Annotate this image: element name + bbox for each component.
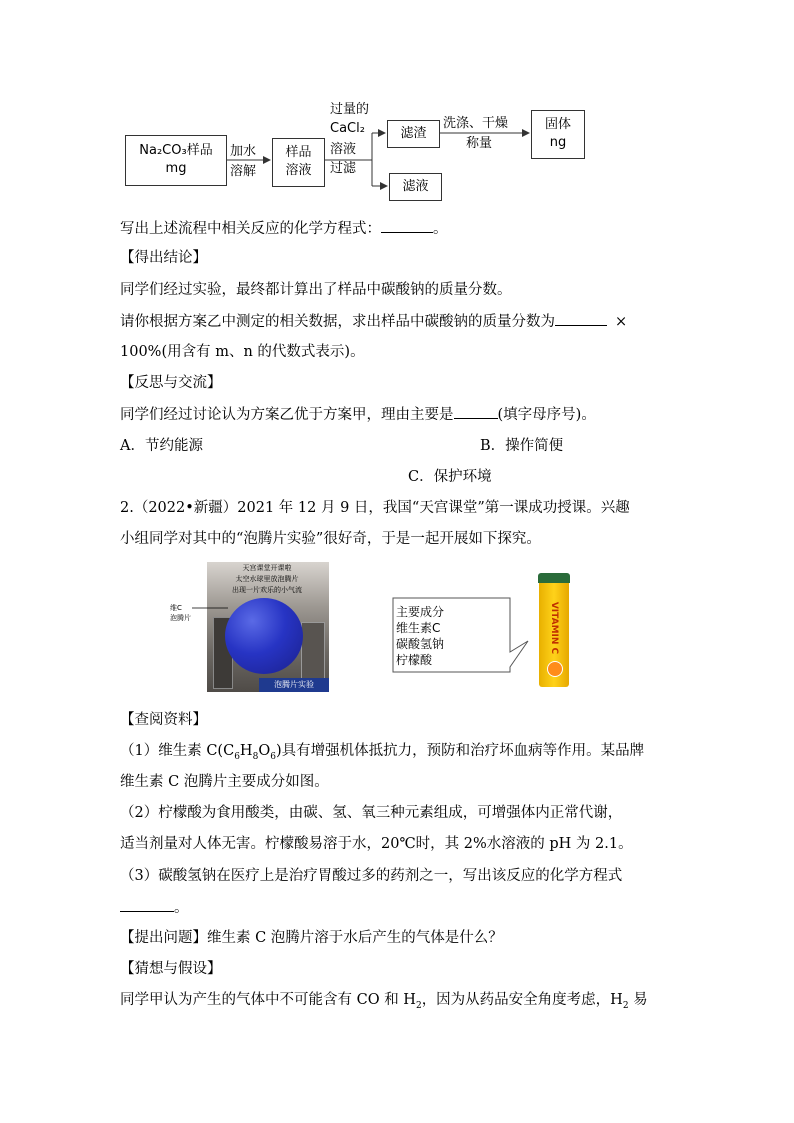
- flow-residue-label: 滤渣: [400, 126, 427, 141]
- conclusion-line-2: [120, 311, 627, 332]
- research-1-text-b: H: [239, 743, 253, 759]
- reflect-line-1: [120, 404, 596, 425]
- orange-slice-icon: [547, 661, 563, 677]
- window-frame-right: [301, 622, 325, 684]
- answer-blank[interactable]: [381, 218, 433, 233]
- heading-question: 【提出问题】维生素 C 泡腾片溶于水后产生的气体是什么？: [120, 930, 503, 946]
- tube-text: VITAMIN C: [549, 601, 559, 655]
- guess-text-a: 同学甲认为产生的气体中不可能含有 CO 和 H: [120, 992, 416, 1008]
- answer-blank[interactable]: [555, 311, 607, 326]
- flow-step1-bottom: 溶解: [230, 164, 257, 179]
- flow-reagent-4: 过滤: [330, 161, 357, 176]
- reflect-line-1-text: 同学们经过讨论认为方案乙优于方案甲，理由主要是: [120, 407, 454, 423]
- heading-conclusion: 【得出结论】: [120, 250, 207, 266]
- guess-text-c: 易: [628, 992, 648, 1008]
- flow-solid-bottom: ng: [549, 135, 567, 150]
- vitamin-tube-image: [538, 573, 570, 689]
- bubble-line-4: 柠檬酸: [396, 653, 433, 667]
- question-equation-text: 写出上述流程中相关反应的化学方程式：: [120, 221, 381, 237]
- heading-guess: 【猜想与假设】: [120, 961, 222, 977]
- research-1-text-a: （1）维生素 C(C: [120, 743, 235, 759]
- option-b: B．操作简便: [480, 438, 564, 454]
- research-2-line-1: （2）柠檬酸为食用酸类，由碳、氢、氧三种元素组成，可增强体内正常代谢，: [120, 805, 623, 821]
- option-a: A．节约能源: [120, 438, 203, 454]
- flow-weigh-label: 称量: [466, 136, 493, 151]
- guess-text-b: ，因为从药品安全角度考虑，H: [421, 992, 623, 1008]
- bubble-line-1: 主要成分: [396, 605, 445, 619]
- option-c: C．保护环境: [408, 469, 492, 485]
- reflect-line-1-end: (填字母序号)。: [497, 407, 596, 423]
- caption-line-2: 太空水球里放泡腾片: [235, 575, 299, 583]
- flow-sample-label: Na₂CO₃样品: [139, 143, 213, 158]
- sub-2: 2: [415, 1000, 422, 1011]
- pointer-line: [190, 604, 230, 616]
- sub-8: 8: [252, 751, 259, 762]
- question-equation-end: 。: [433, 221, 448, 237]
- side-label-2: 泡腾片: [170, 614, 191, 622]
- conclusion-line-2-end: ×: [615, 314, 628, 330]
- sub-2b: 2: [622, 1000, 629, 1011]
- research-1-line-2: 维生素 C 泡腾片主要成分如图。: [120, 774, 329, 790]
- photo-label-bar: 泡腾片实验: [259, 678, 329, 692]
- bubble-line-3: 碳酸氢钠: [396, 637, 445, 651]
- flow-wash-label: 洗涤、干燥: [443, 116, 509, 131]
- research-3-line-1: （3）碳酸氢钠在医疗上是治疗胃酸过多的药剂之一，写出该反应的化学方程式: [120, 868, 623, 884]
- sub-6: 6: [234, 751, 240, 762]
- water-ball-image: [225, 598, 303, 674]
- question-equation: [120, 218, 448, 239]
- side-label-1: 维C: [170, 604, 182, 612]
- research-3-line-2: [120, 897, 189, 918]
- answer-blank[interactable]: [120, 897, 174, 912]
- heading-reflect: 【反思与交流】: [120, 375, 222, 391]
- caption-line-1: 天宫课堂开课啦: [242, 564, 292, 572]
- heading-research: 【查阅资料】: [120, 712, 207, 728]
- conclusion-line-1: 同学们经过实验，最终都计算出了样品中碳酸钠的质量分数。: [120, 282, 512, 298]
- caption-line-3: 出现一片欢乐的小气流: [232, 586, 302, 594]
- flow-reagent-2: CaCl₂: [330, 121, 365, 136]
- research-1-text-c: O: [258, 743, 271, 759]
- flow-solid-top: 固体: [544, 117, 571, 132]
- conclusion-line-2-text: 请你根据方案乙中测定的相关数据，求出样品中碳酸钠的质量分数为: [120, 314, 555, 330]
- flow-reagent-3: 溶液: [330, 142, 357, 157]
- guess-line-1: [120, 990, 648, 1016]
- flow-reagent-1: 过量的: [330, 102, 370, 117]
- research-1-text-d: )具有增强机体抵抗力，预防和治疗坏血病等作用。某品牌: [275, 743, 645, 759]
- q2-line-2: 小组同学对其中的“泡腾片实验”很好奇，于是一起开展如下探究。: [120, 531, 541, 547]
- research-2-line-2: 适当剂量对人体无害。柠檬酸易溶于水，20℃时，其 2%水溶液的 pH 为 2.1。: [120, 836, 633, 852]
- flow-filtrate-label: 滤液: [402, 179, 429, 194]
- flow-solution-bottom: 溶液: [285, 163, 312, 178]
- bubble-line-2: 维生素C: [396, 621, 441, 635]
- sub-6b: 6: [270, 751, 276, 762]
- flow-solution-top: 样品: [285, 145, 312, 160]
- flow-sample-mass: mg: [165, 161, 187, 176]
- flow-step1-top: 加水: [230, 144, 257, 159]
- flow-arrows: [0, 0, 794, 220]
- answer-blank[interactable]: [454, 404, 498, 419]
- q2-line-1: 2.（2022•新疆）2021 年 12 月 9 日，我国“天宫课堂”第一课成功授课。兴趣: [120, 500, 630, 516]
- research-3-end: 。: [174, 900, 189, 916]
- conclusion-line-3: 100%(用含有 m、n 的代数式表示)。: [120, 344, 365, 360]
- research-1-line-1: [120, 741, 644, 767]
